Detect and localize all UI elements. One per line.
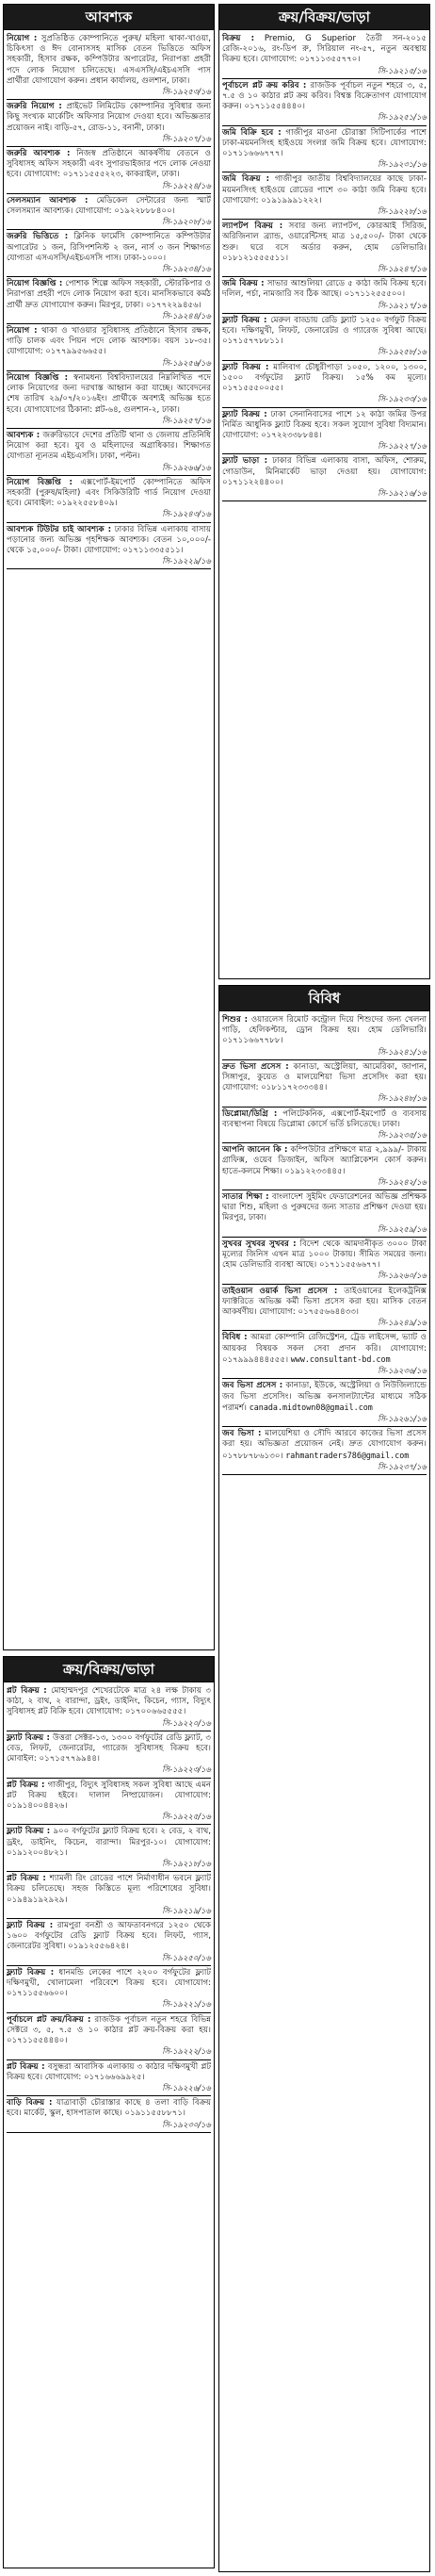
classified-ad — [222, 1108, 427, 1144]
ad-reference-code: সি-১৯২৫৯/১৬ — [378, 1223, 427, 1234]
ad-reference-code: সি-১৯২৩৩/১৬ — [378, 394, 427, 404]
ad-reference-code: সি-১৯২৫৭/১৬ — [162, 415, 211, 425]
ad-body: রাজউক পূর্বাচল নতুন শহরে ৩, ৫, ৭.৫ ও ১০ কাঠার প্লট ক্রয় করিব। বিশ্বস্ত বিক্রেতাগণ যোগাযোগ করুন। ০১৭১১৫৫৪৪৪০। — [222, 80, 427, 112]
ad-body: সুপ্রতিষ্ঠিত কোম্পানিতে পুরুষ/ মহিলা থাকা-খাওয়া, চিকিৎসা ও ঈদ বোনাসসহ মাসিক বেতন ভিত্তিতে অফিস সহকারী, হিসাব রক্ষক, কম্পিউটার অপারেটর, নিরাপত্তা প্রহরী পদে লোক নিয়োগ চলিতেছে। এসএসসি/এইচএসসি পাস প্রার্থীরা যোগাযোগ করুন। প্রধান কার্যালয়, গুলশান, ঢাকা। — [7, 34, 211, 86]
ad-reference-code: সি-১৯২১৮/১৬ — [162, 1859, 211, 1869]
ad-body: ওয়ারলেস রিমোট কন্ট্রোল দিয়ে শিশুদের জন্য খেলনা গাড়ি, হেলিকপ্টার, ড্রোন বিক্রয় হয়। হোম ডেলিভারি। ০১৭১১৬৬৭৭৮৮। — [222, 1015, 427, 1046]
ad-reference-code: সি-১৯২৪৩/১৬ — [162, 509, 211, 519]
ad-reference-code: সি-১৯২২০/১৬ — [162, 1717, 211, 1728]
ad-body: কানাডা, অস্ট্রেলিয়া, আমেরিকা, জাপান, সিঙ্গাপুর, কুয়েত ও মালয়েশিয়া ভিসা প্রসেসিং করা হয়। যোগাযোগ: ০১৮১১৭২৩৩৩৪৪। — [222, 1061, 427, 1093]
ad-title: জব ভিসা প্রসেস : — [222, 1381, 283, 1391]
ad-title: প্লট বিক্রয় : — [7, 1874, 46, 1884]
section-heading: আবশ্যক — [4, 5, 214, 30]
ad-body: মোহাম্মদপুর শেখেরটেকে মাত্র ২৪ লক্ষ টাকায় ৩ কাঠা, ২ বাথ, ২ বারান্দা, ড্রইং, ডাইনিং, কিচেন, গ্যাস, বিদ্যুৎ সুবিধাসহ প্লট বিক্রি হবে। যোগাযোগ: ০১৭০০৬৬৫৫৫৫। — [7, 1686, 211, 1717]
ad-email-link[interactable]: rahmantraders786@gmail.com — [285, 1450, 410, 1460]
ad-body: তাইওয়ানের ইলেকট্রনিক্স ফ্যাক্টরিতে অভিজ্ঞ কর্মী ভিসা প্রসেস করা হয়। মাসিক বেতন আকর্ষণীয়। যোগাযোগ: ০১৭৫৫৬৬৪৪৩৩। — [222, 1286, 427, 1318]
ad-title: ডিপ্লোমা/ডিগ্রি : — [222, 1108, 278, 1119]
classified-ad — [7, 324, 211, 371]
ad-reference-code: সি-১৯২৬০/১৬ — [378, 1271, 427, 1281]
left-column — [3, 4, 215, 2572]
section-buy-sell-rent — [218, 4, 430, 979]
classified-ad — [222, 126, 427, 173]
ad-list — [4, 30, 214, 1649]
ad-title: শিশুর : — [222, 1015, 249, 1025]
ad-title: নিয়োগ : — [7, 34, 38, 43]
classified-ad — [7, 2096, 211, 2133]
ad-reference-code: সি-১৯২২৫/১৬ — [162, 1812, 211, 1822]
ad-reference-code: সি-১৯২১৫/১৬ — [378, 65, 427, 75]
ad-body: ঢাকার বিভিন্ন এলাকায় বাসায় পড়ানোর জন্য অভিজ্ঞ গৃহশিক্ষক আবশ্যক। বেতন ১০,০০০/- থেকে ১৫,০০০/- টাকা। যোগাযোগ: ০১৭১১৩৩৫৫১১। — [7, 524, 212, 555]
ad-title: জরুরি নিয়োগ : — [7, 102, 62, 112]
section-miscellaneous — [218, 985, 430, 2572]
ad-reference-code: সি-১৯২২৭/১৬ — [378, 441, 427, 451]
classified-ad — [222, 1331, 427, 1379]
classified-ad — [222, 1060, 427, 1108]
ad-body: থাকা ও খাওয়ার সুবিধাসহ প্রতিষ্ঠানে হিসাব রক্ষক, গাড়ি চালক এবং পিয়ন পদে লোক আবশ্যক। বয়স ১৮-৩৫। যোগাযোগ: ০১৭৭৯৯৫৬৬৫৫। — [7, 326, 211, 357]
ad-body: ঢাকার বিভিন্ন এলাকায় বাসা, অফিস, শোরুম, গোডাউন, মিনিমার্কেট ভাড়া দেওয়া হয়। যোগাযোগ: ০১৭১১২২৪৪০০। — [222, 456, 427, 487]
ad-reference-code: সি-১৯২১৯/১৬ — [162, 1905, 211, 1915]
ad-reference-code: সি-১৯২৪৮/১৬ — [378, 1093, 427, 1104]
ad-body: প্রাইভেট লিমিটেড কোম্পানির সুবিধার জন্য কিছু সংখ্যক মার্কেটিং অফিসার নিয়োগ দেওয়া হবে। অভিজ্ঞতার প্রয়োজন নাই। বাড়ি-৫৭, রোড-১১, বনানী, ঢাকা। — [7, 102, 211, 133]
ad-body: পলিটেকনিক, এক্সপোর্ট-ইমপোর্ট ও ব্যবসায় ব্যবস্থাপনা বিষয়ে ডিপ্লোমা কোর্সে ভর্তি চলিতেছে। ঢাকা। — [222, 1108, 427, 1129]
ad-email-link[interactable]: canada.midtown08@gmail.com — [249, 1402, 373, 1412]
ad-reference-code: সি-১৯২৩১/১৬ — [378, 159, 427, 170]
ad-body: সাভার আশুলিয়া রোডে ৫ কাঠা জমি বিক্রয় হবে। দলিল, পর্চা, নামজারি সব ঠিক আছে। ০১৭১১২৫৫৫০০। — [222, 279, 427, 300]
ad-body: মালয়েশিয়া ও সৌদি আরবে কাজের ভিসা প্রসেস করা হয়। অভিজ্ঞতা প্রয়োজন নেই। দ্রুত যোগাযোগ করুন। ০১৭৮৮৭৮৬১৩০। — [222, 1429, 427, 1461]
ad-reference-code: সি-১৯২৬১/১৬ — [378, 1413, 427, 1423]
ad-title: ল্যাপটপ বিক্রয় : — [222, 222, 283, 232]
ad-reference-code: সি-১৯২২৩/১৬ — [162, 1764, 211, 1775]
classified-ad — [222, 1190, 427, 1238]
ad-reference-code: সি-১৯২২৬/১৬ — [162, 2082, 211, 2092]
ad-title: সেলসম্যান আবশ্যক : — [7, 195, 89, 205]
ad-reference-code: সি-১৯২২২/১৬ — [162, 2046, 211, 2057]
classified-ad — [7, 32, 211, 100]
classified-ad — [222, 277, 427, 314]
ad-body: গাজীপুর, বিদ্যুৎ সুবিধাসহ সকল সুবিধা আছে এমন প্লট বিক্রয় হইবে। দালাল নিষ্প্রয়োজন। যোগাযোগ: ০১৯১৪০০৪৪২৬। — [7, 1780, 212, 1812]
ad-body: কানাডা, ইউকে, অস্ট্রেলিয়া ও নিউজিল্যান্ডে জব ভিসা প্রসেসিং। অভিজ্ঞ কনসালট্যান্টের মাধ্যমে সঠিক পরামর্শ। — [222, 1381, 427, 1413]
ad-list — [219, 1011, 429, 2571]
ad-reference-code: সি-১৯২৪৭/১৬ — [378, 264, 427, 274]
ad-title: নিয়োগ বিজ্ঞপ্তি : — [7, 477, 72, 487]
ad-title: জমি বিক্রয় : — [222, 174, 270, 185]
ad-title: আপনি জানেন কি : — [222, 1145, 288, 1156]
ad-reference-code: সি-১৯২০৮/১৬ — [162, 217, 211, 227]
ad-title: প্লট বিক্রয় : — [7, 1686, 47, 1696]
ad-title: পূর্বাচলে প্লট ক্রয় করিব : — [222, 80, 307, 90]
ad-reference-code: সি-১৯২৫৬/১৬ — [162, 357, 211, 368]
ad-title: সাতার শিক্ষা : — [222, 1192, 269, 1203]
ad-body: গাজীপুর মাওনা চৌরাস্তা সিটিপার্কের পাশে ঢাকা-ময়মনসিংহ হাইওয়ে সংলগ্ন জমি বিক্রয় হবে। যোগাযোগ: ০১৭১১৬৬৬৭৭৭। — [222, 127, 427, 159]
right-column — [218, 4, 430, 2572]
ad-body: গাজীপুর জাতীয় বিশ্ববিদ্যালয়ের কাছে ঢাকা-ময়মনসিংহ হাইওয়ে রোডের পাশে ৩০ কাঠা জমি বিক্রয় হবে। যোগাযোগ: ০১৯১৯৯৯১২২২। — [222, 174, 427, 205]
section-required — [3, 4, 215, 1650]
classified-ad — [222, 1143, 427, 1190]
classified-ad — [7, 230, 211, 277]
ad-reference-code: সি-১৯২২১/১৬ — [162, 1999, 211, 2010]
classified-ad — [7, 1825, 211, 1872]
ad-reference-code: সি-১৯২০৭/১৬ — [162, 133, 211, 143]
classified-ad — [7, 1872, 211, 1919]
ad-reference-code: সি-১৯২৪২/১৬ — [378, 1176, 427, 1187]
ad-body: নিজস্ব প্রতিষ্ঠানে আকর্ষণীয় বেতনে ও সুবিধাসহ অফিস সহকারী এবং সুপারভাইজার পদে লোক নেওয়া হবে। যোগাযোগ: ০১৭১১৫৫৫২২৩, কাকরাইল, ঢাকা। — [7, 149, 211, 180]
ad-title: ফ্ল্যাট বিক্রয় : — [7, 1732, 50, 1743]
ad-body: এক্সপোর্ট-ইমপোর্ট কোম্পানিতে অফিস সহকারী (পুরুষ/মহিলা) এবং সিকিউরিটি গার্ড নিয়োগ দেওয়া হবে। মোবাইল: ০১৯২২৫৫৮৪০৯। — [7, 477, 211, 509]
classified-ad — [7, 476, 211, 523]
ad-title: নিয়োগ বিজ্ঞপ্তি : — [7, 372, 69, 383]
ad-body: পোশাক শিল্পে অফিস সহকারী, স্টোরকিপার ও নিরাপত্তা প্রহরী পদে লোক নিয়োগ করা হবে। মানসিকভাবে কর্মঠ প্রার্থী দ্রুত যোগাযোগ করুন। মিরপুর, ঢাকা। ০১৭৭২২৯৪৫৬। — [7, 279, 211, 310]
classified-ad — [7, 194, 211, 231]
ad-reference-code: সি-১৯২৫৮/১৬ — [378, 347, 427, 357]
section-heading: ক্রয়/বিক্রয়/ভাড়া — [4, 1657, 214, 1682]
ad-reference-code: সি-১৯২৫০/১৬ — [162, 1952, 211, 1962]
classified-ad — [7, 1731, 211, 1779]
section-buy-sell-rent — [3, 1656, 215, 2568]
ad-reference-code: সি-১৯২৩৪/১৬ — [162, 264, 211, 274]
ad-title: ফ্ল্যাট ভাড়া : — [222, 456, 268, 467]
ad-title: জমি বিক্রি হবে : — [222, 127, 282, 138]
ad-reference-code: সি-১৯২২৯/১৬ — [162, 556, 211, 566]
ad-title: ফ্ল্যাট বিক্রয় : — [7, 1827, 51, 1837]
ad-title: ফ্ল্যাট বিক্রয় : — [7, 1967, 55, 1977]
ad-title: নিয়োগ : — [7, 326, 38, 336]
ad-reference-code: সি-১৯২১৭/১৬ — [378, 300, 427, 310]
ad-list — [4, 1682, 214, 2568]
ad-reference-code: সি-১৯২৩৫/১৬ — [378, 1130, 427, 1140]
classified-ad — [222, 1238, 427, 1285]
ad-body: কম্পিউটার প্রশিক্ষণে মাত্র ২,৯৯৯/- টাকায় গ্রাফিক্স, ওয়েব ডিজাইন, অফিস অ্যাপ্লিকেশন কোর্স করুন। হাতে-কলমে শিক্ষা। ০১৯১২২৩৩৪৪৫। — [222, 1145, 427, 1176]
ad-title: বাড়ি বিক্রয় : — [7, 2098, 53, 2108]
ad-title: দ্রুত ভিসা প্রসেস : — [222, 1061, 289, 1072]
classified-ad — [7, 277, 211, 324]
ad-body: বিদেশ থেকে আমদানীকৃত ৩০০০ টাকা মূল্যের জিনিস এখন মাত্র ১০০০ টাকায়। সীমিত সময়ের জন্য। হোম ডেলিভারি ব্যবস্থা আছে। ০১৭১১৫৫৬৬৭৭। — [222, 1239, 427, 1271]
section-heading: বিবিধ — [219, 986, 429, 1011]
ad-body: মেরুল বাড্ডায় রেডি ফ্ল্যাট ১২৫০ বর্গফুট বিক্রয় হবে। দক্ষিণমুখী, লিফট, জেনারেটর ও গ্যারেজ সুবিধা আছে। ০১৭১৫৭৭৮৮১১। — [222, 315, 427, 347]
ad-reference-code: সি-১৯২৩৬/১৬ — [378, 1366, 427, 1376]
ad-body: মেডিকেল সেন্টারের জন্য স্মার্ট সেলসম্যান আবশ্যক। যোগাযোগ: ০১৯২২৮৮৮৪০০। — [7, 195, 211, 217]
ad-body: সবার জন্য ল্যাপটপ, কোরআই সিরিজ, অরিজিনাল ব্র্যান্ড, ওয়ারেন্টিসহ মাত্র ১৫,৫০০/- টাকা থেকে শুরু। ঘরে বসে অর্ডার করুন, হোম ডেলিভারি। ০১৮১২১৫৫৫৫১১। — [222, 222, 427, 263]
ad-body: বসুন্ধরা আবাসিক এলাকায় ৩ কাঠার দক্ষিণমুখী প্লট বিক্রয় হবে। যোগাযোগ: ০১৭১৬৬৬৯৯২৫। — [7, 2061, 211, 2082]
classified-ad — [7, 1779, 211, 1826]
ad-title: ফ্ল্যাট বিক্রয় : — [222, 315, 267, 325]
ad-title: ফ্ল্যাট বিক্রয় : — [222, 409, 267, 419]
ad-title: জব ভিসা : — [222, 1429, 262, 1439]
ad-title: সুখবর সুখবর সুখবর : — [222, 1239, 297, 1249]
classified-ad — [7, 1684, 211, 1731]
ad-body: ক্লিনিক ফার্মেসি কোম্পানিতে কম্পিউটার অপারেটর ১ জন, রিসিপশনিস্ট ২ জন, নার্স ৩ জন শিক্ষাগত যোগ্যতা এসএসসি/এইচএসসি পাস। ঢাকা-১০০০। — [7, 232, 211, 263]
ad-reference-code: সি-১৯২২৮/১৬ — [378, 206, 427, 217]
classified-ad — [222, 408, 427, 455]
ad-body: যাত্রাবাড়ী চৌরাস্তার কাছে ৪ তলা বাড়ি বিক্রয় হবে। মার্কেট, স্কুল, হাসপাতাল কাছে। ০১৯১১৫৫৮৮৭১। — [7, 2098, 212, 2119]
ad-title: ফ্ল্যাট বিক্রয় : — [222, 362, 269, 372]
ad-title: জরুরি ভিত্তিতে : — [7, 232, 69, 242]
ad-reference-code: সি-১৯২৬৬/১৬ — [162, 462, 211, 472]
ad-reference-code: সি-১৯২২৪/১৬ — [162, 180, 211, 190]
classified-ad — [222, 1013, 427, 1060]
ad-title: তাইওয়ান ওয়ার্ক ভিসা প্রসেস : — [222, 1286, 338, 1296]
ad-reference-code: সি-১৯২৩৭/১৬ — [378, 1461, 427, 1471]
ad-title: বিবিধ : — [222, 1333, 248, 1343]
classified-ad — [222, 454, 427, 501]
ad-email-link[interactable]: www.consultant-bd.com — [290, 1354, 391, 1364]
classified-ad — [7, 523, 211, 570]
ad-title: আবশ্যক : — [7, 430, 40, 440]
ad-reference-code: সি-১৯২৫১/১৬ — [378, 112, 427, 123]
classified-ad — [222, 314, 427, 361]
ad-body: Premio, G Superior তৈরী সন-২০১৫ রেজি-২০১৬, রং-ডিপ রু, সিরিয়াল নং-৫৭, নতুন অবস্থায় বিক্রয় হবে। যোগাযোগ: ০১৭১১৩৫৫৭৭০। — [222, 34, 427, 65]
ad-title: আবশ্যক টিউটর চাই আবশ্যক : — [7, 524, 112, 534]
classified-ad — [7, 1966, 211, 2013]
ad-title: জমি বিক্রয় : — [222, 279, 265, 289]
section-heading: ক্রয়/বিক্রয়/ভাড়া — [219, 5, 429, 30]
ad-title: প্লট বিক্রয় : — [7, 2061, 45, 2072]
ad-body: মালিবাগ চৌধুরীপাড়া ১০৫০, ১২০০, ১৩০০, ১৫০০ বর্গফুটের ফ্ল্যাট বিক্রয়। ১৫% কম মূল্যে। ০১৭১৫৫৫০০৫৫। — [222, 362, 427, 394]
classified-ad — [222, 32, 427, 79]
ad-title: নিয়োগ বিজ্ঞপ্তি : — [7, 279, 63, 289]
classified-ad — [222, 1285, 427, 1332]
ad-body: ৯০০ বর্গফুটের ফ্ল্যাট বিক্রয় হবে। ২ বেড, ২ বাথ, ড্রইং, ডাইনিং, কিচেন, বারান্দা। মিরপুর-১০। যোগাযোগ: ০১৯১২০০৪৮২১। — [7, 1827, 212, 1858]
classified-ad — [222, 220, 427, 277]
ad-body: ধানমন্ডি লেকের পাশে ২২০০ বর্গফুটের ফ্ল্যাট দক্ষিণমুখী, খোলামেলা পরিবেশে বিক্রয় হবে। যোগাযোগ: ০১৭১১৫৫৬৬০০। — [7, 1967, 211, 1999]
ad-reference-code: সি-১৯২৪৯/১৬ — [378, 1318, 427, 1328]
classified-ad — [7, 2013, 211, 2060]
ad-title: বিক্রয় : — [222, 34, 255, 43]
classified-ad — [7, 100, 211, 147]
classified-ad — [222, 172, 427, 220]
ad-reference-code: সি-১৯২১৬/১৬ — [378, 487, 427, 498]
ad-list — [219, 30, 429, 978]
ad-title: প্লট বিক্রয় : — [7, 1780, 45, 1790]
ad-reference-code: সি-১৯২৩০/১৬ — [162, 2119, 211, 2129]
classified-ad — [7, 1919, 211, 1966]
classified-ad — [222, 79, 427, 126]
classified-ad — [7, 429, 211, 476]
classified-ad — [7, 2060, 211, 2097]
ad-body: রাজউক পূর্বাচল নতুন শহরে বিভিন্ন সেক্টরে ৩, ৫, ৭.৫ ও ১০ কাঠার প্লট ক্রয়-বিক্রয় করা হয়। ০১৭১১৫৫৪৪৪০। — [7, 2014, 211, 2046]
ad-reference-code: সি-১৯২৫৩/১৬ — [162, 87, 211, 97]
classified-ad — [222, 1379, 427, 1427]
ad-body: আমরা কোম্পানি রেজিস্ট্রেশন, ট্রেড লাইসেন্স, ভ্যাট ও আয়কর বিষয়ক সকল সেবা প্রদান করি। যোগাযোগ: ০১৭৯৯৯৪৪৪৫৫৫। — [222, 1333, 427, 1365]
ad-body: রামপুরা বনশ্রী ও আফতাবনগরে ১২৫০ থেকে ১৬০০ বর্গফুটের রেডি ফ্ল্যাট বিক্রয় হবে। লিফট, গ্যাস, জেনারেটর সুবিধা। ০১৯১২৫৫৬৪২৪। — [7, 1921, 212, 1952]
classified-ad — [222, 361, 427, 408]
classified-ad — [7, 147, 211, 194]
ad-reference-code: সি-১৯২৪৪/১৬ — [162, 310, 211, 320]
ad-body: বাংলাদেশ সুইমিং ফেডারেশনের অভিজ্ঞ প্রশিক্ষক দ্বারা শিশু, মহিলা ও পুরুষদের জন্য সাতার প্রশিক্ষণ দেওয়া হয়। মিরপুর, ঢাকা। — [222, 1192, 427, 1223]
ad-body: জরুরিভাবে দেশের প্রতিটি থানা ও জেলায় প্রতিনিধি নিয়োগ করা হবে। যুব ও মহিলাদের অগ্রাধিকার। শিক্ষাগত যোগ্যতা ন্যূনতম এইচএসসি। ঢাকা, পল্টন। — [7, 430, 211, 462]
ad-body: উত্তরা সেক্টর-১৩, ১৩০০ বর্গফুটের রেডি ফ্ল্যাট, ৩ বেড, লিফট, জেনারেটর, গ্যারেজ সুবিধাসহ বিক্রয় হবে। মোবাইল: ০১৭১৫৭৭৯৯৪৪। — [7, 1732, 211, 1764]
ad-title: ফ্ল্যাট বিক্রয় : — [7, 1921, 54, 1931]
ad-body: শ্যামলী রিং রোডের পাশে নির্মাণাধীন ভবনে ফ্ল্যাট বিক্রয় চলিতেছে। সহজ কিস্তিতে মূল্য পরিশোধের সুবিধা। ০১৯৪৯১৯২৯২৯। — [7, 1874, 212, 1905]
classified-ad — [222, 1427, 427, 1475]
ad-body: ঢাকা সেনানিবাসের পাশে ১২ কাঠা জমির উপর নির্মিত আধুনিক ফ্ল্যাট বিক্রয় হবে। সকল সুযোগ সুবিধা বিদ্যমান। যোগাযোগ: ০১৭২২৩৩৮৮৪৪। — [222, 409, 427, 440]
ad-body: স্বনামধন্য বিশ্ববিদ্যালয়ের নিম্নলিখিত পদে লোক নিয়োগের জন্য দরখাস্ত আহ্বান করা যাচ্ছে। আবেদনের শেষ তারিখ ২৯/০৭/২০১৬ইং। প্রার্থীকে অবশ্যই অভিজ্ঞ হতে হবে। যোগাযোগের ঠিকানা: প্লট-৬৪, গুলশান-২, ঢাকা। — [7, 372, 212, 415]
ad-title: পূর্বাচলে প্লট ক্রয়/বিক্রয় : — [7, 2014, 91, 2025]
classified-ad — [7, 371, 211, 429]
ad-reference-code: সি-১৯২৪১/১৬ — [378, 1046, 427, 1057]
ad-title: জরুরি আবশ্যক : — [7, 149, 71, 159]
